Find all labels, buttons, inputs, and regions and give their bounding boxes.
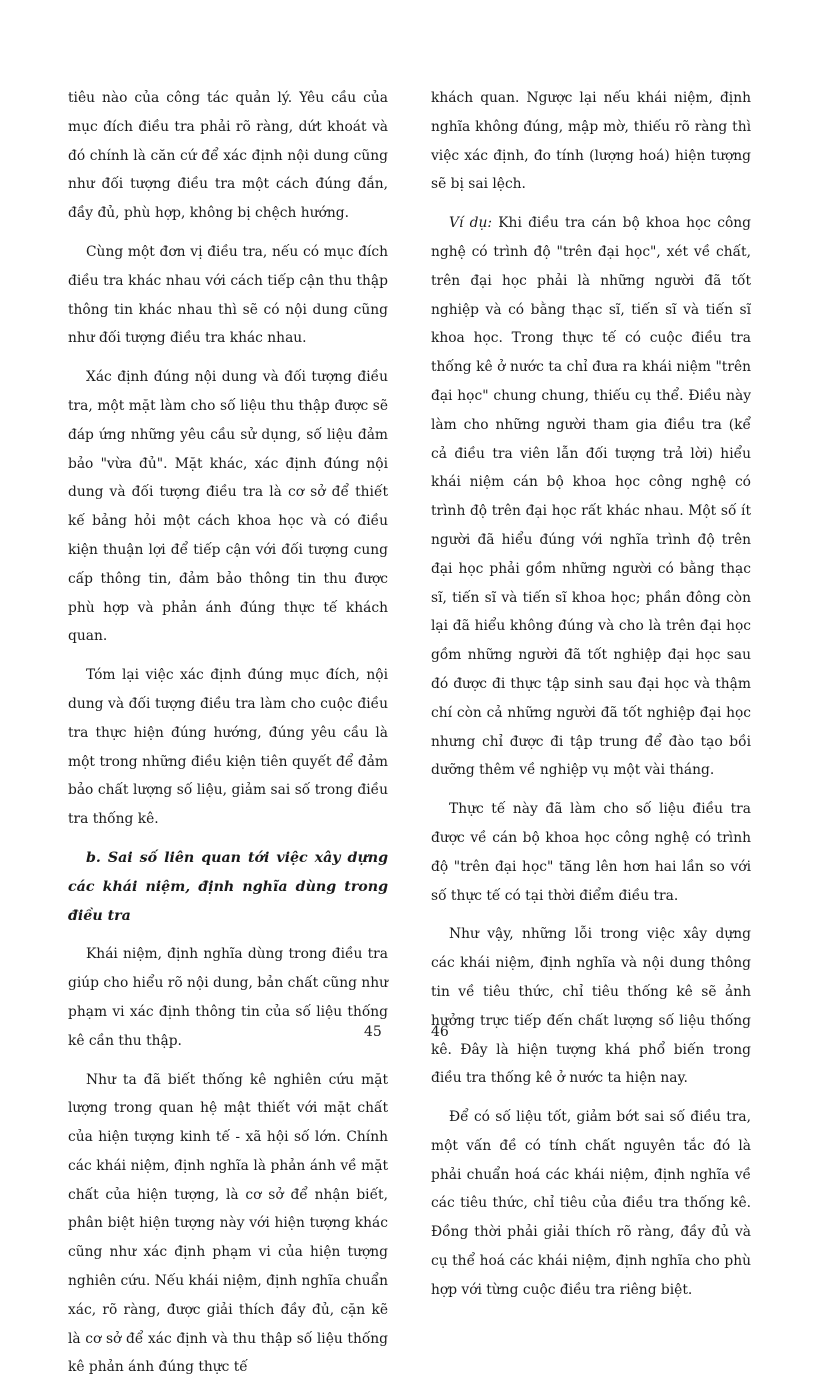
right-page-column — [431, 84, 751, 1315]
example-label: Ví dụ: — [449, 215, 492, 232]
paragraph: Như ta đã biết thống kê nghiên cứu mặt lượng trong quan hệ mật thiết với mặt chất của hiện tượng kinh tế - xã hội số lớn. Chính các khái niệm, định nghĩa là phản ánh về mặt chất của hiện tượng, là cơ sở để nhận biết, phân biệt hiện tượng này với hiện tượng khác cũng như xác định phạm vi của hiện tượng nghiên cứu. Nếu khái niệm, định nghĩa chuẩn xác, rõ ràng, được giải thích đầy đủ, cặn kẽ là cơ sở để xác định và thu thập số liệu thống kê phản ánh đúng thực tế — [68, 1071, 389, 1376]
paragraph: Khái niệm, định nghĩa dùng trong điều tra giúp cho hiểu rõ nội dung, bản chất cũng như phạm vi xác định thông tin của số liệu thống kê cần thu thập. — [68, 946, 388, 1049]
paragraph: Như vậy, những lỗi trong việc xây dựng các khái niệm, định nghĩa và nội dung thông tin về tiêu thức, chỉ tiêu thống kê sẽ ảnh hưởng trực tiếp đến chất lượng số liệu thống kê. Đây là hiện tượng khá phổ biến trong điều tra thống kê ở nước ta hiện nay. — [431, 926, 751, 1087]
section-heading: b. Sai số liên quan tới việc xây dựng các khái niệm, định nghĩa dùng trong điều tra — [68, 849, 388, 924]
paragraph: Xác định đúng nội dung và đối tượng điều tra, một mặt làm cho số liệu thu thập được sẽ đáp ứng những yêu cầu sử dụng, số liệu đảm bảo "vừa đủ". Mặt khác, xác định đúng nội dung và đối tượng điều tra là cơ sở để thiết kế bảng hỏi một cách khoa học và có điều kiện thuận lợi để tiếp cận với đối tượng cung cấp thông tin, đảm bảo thông tin thu được phù hợp và phản ánh đúng thực tế khách quan. — [68, 369, 388, 645]
example-paragraph — [431, 209, 751, 785]
paragraph: tiêu nào của công tác quản lý. Yêu cầu của mục đích điều tra phải rõ ràng, dứt khoát và đó chính là căn cứ để xác định nội dung cũng như đối tượng điều tra một cách đúng đắn, đầy đủ, phù hợp, không bị chệch hướng. — [68, 90, 388, 222]
example-text: Khi điều tra cán bộ khoa học công nghệ có trình độ "trên đại học", xét về chất, trên đại học phải là những người đã tốt nghiệp và có bằng thạc sĩ, tiến sĩ và tiến sĩ khoa học. Trong thực tế có cuộc điều tra thống kê ở nước ta chỉ đưa ra khái niệm "trên đại học" chung chung, thiếu cụ thể. Điều này làm cho những người tham gia điều tra (kể cả điều tra viên lẫn đối tượng trả lời) hiểu khái niệm cán bộ khoa học công nghệ có trình độ trên đại học rất khác nhau. Một số ít người đã hiểu đúng với nghĩa trình độ trên đại học phải gồm những người có bằng thạc sĩ, tiến sĩ và tiến sĩ khoa học; phần đông còn lại đã hiểu không đúng và cho là trên đại học gồm những người đã tốt nghiệp đại học sau đó được đi thực tập sinh sau đại học và thậm chí còn cả những người đã tốt nghiệp đại học nhưng chỉ được đi tập trung để đào tạo bồi dưỡng thêm về nghiệp vụ một vài tháng. — [431, 215, 751, 779]
paragraph: khách quan. Ngược lại nếu khái niệm, định nghĩa không đúng, mập mờ, thiếu rõ ràng thì việc xác định, đo tính (lượng hoá) hiện tượng sẽ bị sai lệch. — [431, 90, 751, 193]
paragraph: Thực tế này đã làm cho số liệu điều tra được về cán bộ khoa học công nghệ có trình độ "trên đại học" tăng lên hơn hai lần so với số thực tế có tại thời điểm điều tra. — [431, 801, 751, 904]
page-number-left: 45 — [364, 1024, 382, 1040]
page-number-right: 46 — [431, 1024, 449, 1040]
paragraph: Tóm lại việc xác định đúng mục đích, nội dung và đối tượng điều tra làm cho cuộc điều tra thực hiện đúng hướng, đúng yêu cầu là một trong những điều kiện tiên quyết để đảm bảo chất lượng số liệu, giảm sai số trong điều tra thống kê. — [68, 667, 388, 828]
paragraph: Cùng một đơn vị điều tra, nếu có mục đích điều tra khác nhau với cách tiếp cận thu thập thông tin khác nhau thì sẽ có nội dung cũng như đối tượng điều tra khác nhau. — [68, 243, 388, 347]
paragraph: Để có số liệu tốt, giảm bớt sai số điều tra, một vấn đề có tính chất nguyên tắc đó là phải chuẩn hoá các khái niệm, định nghĩa về các tiêu thức, chỉ tiêu của điều tra thống kê. Đồng thời phải giải thích rõ ràng, đầy đủ và cụ thể hoá các khái niệm, định nghĩa cho phù hợp với từng cuộc điều tra riêng biệt. — [431, 1109, 751, 1298]
left-page-column — [68, 84, 388, 1392]
